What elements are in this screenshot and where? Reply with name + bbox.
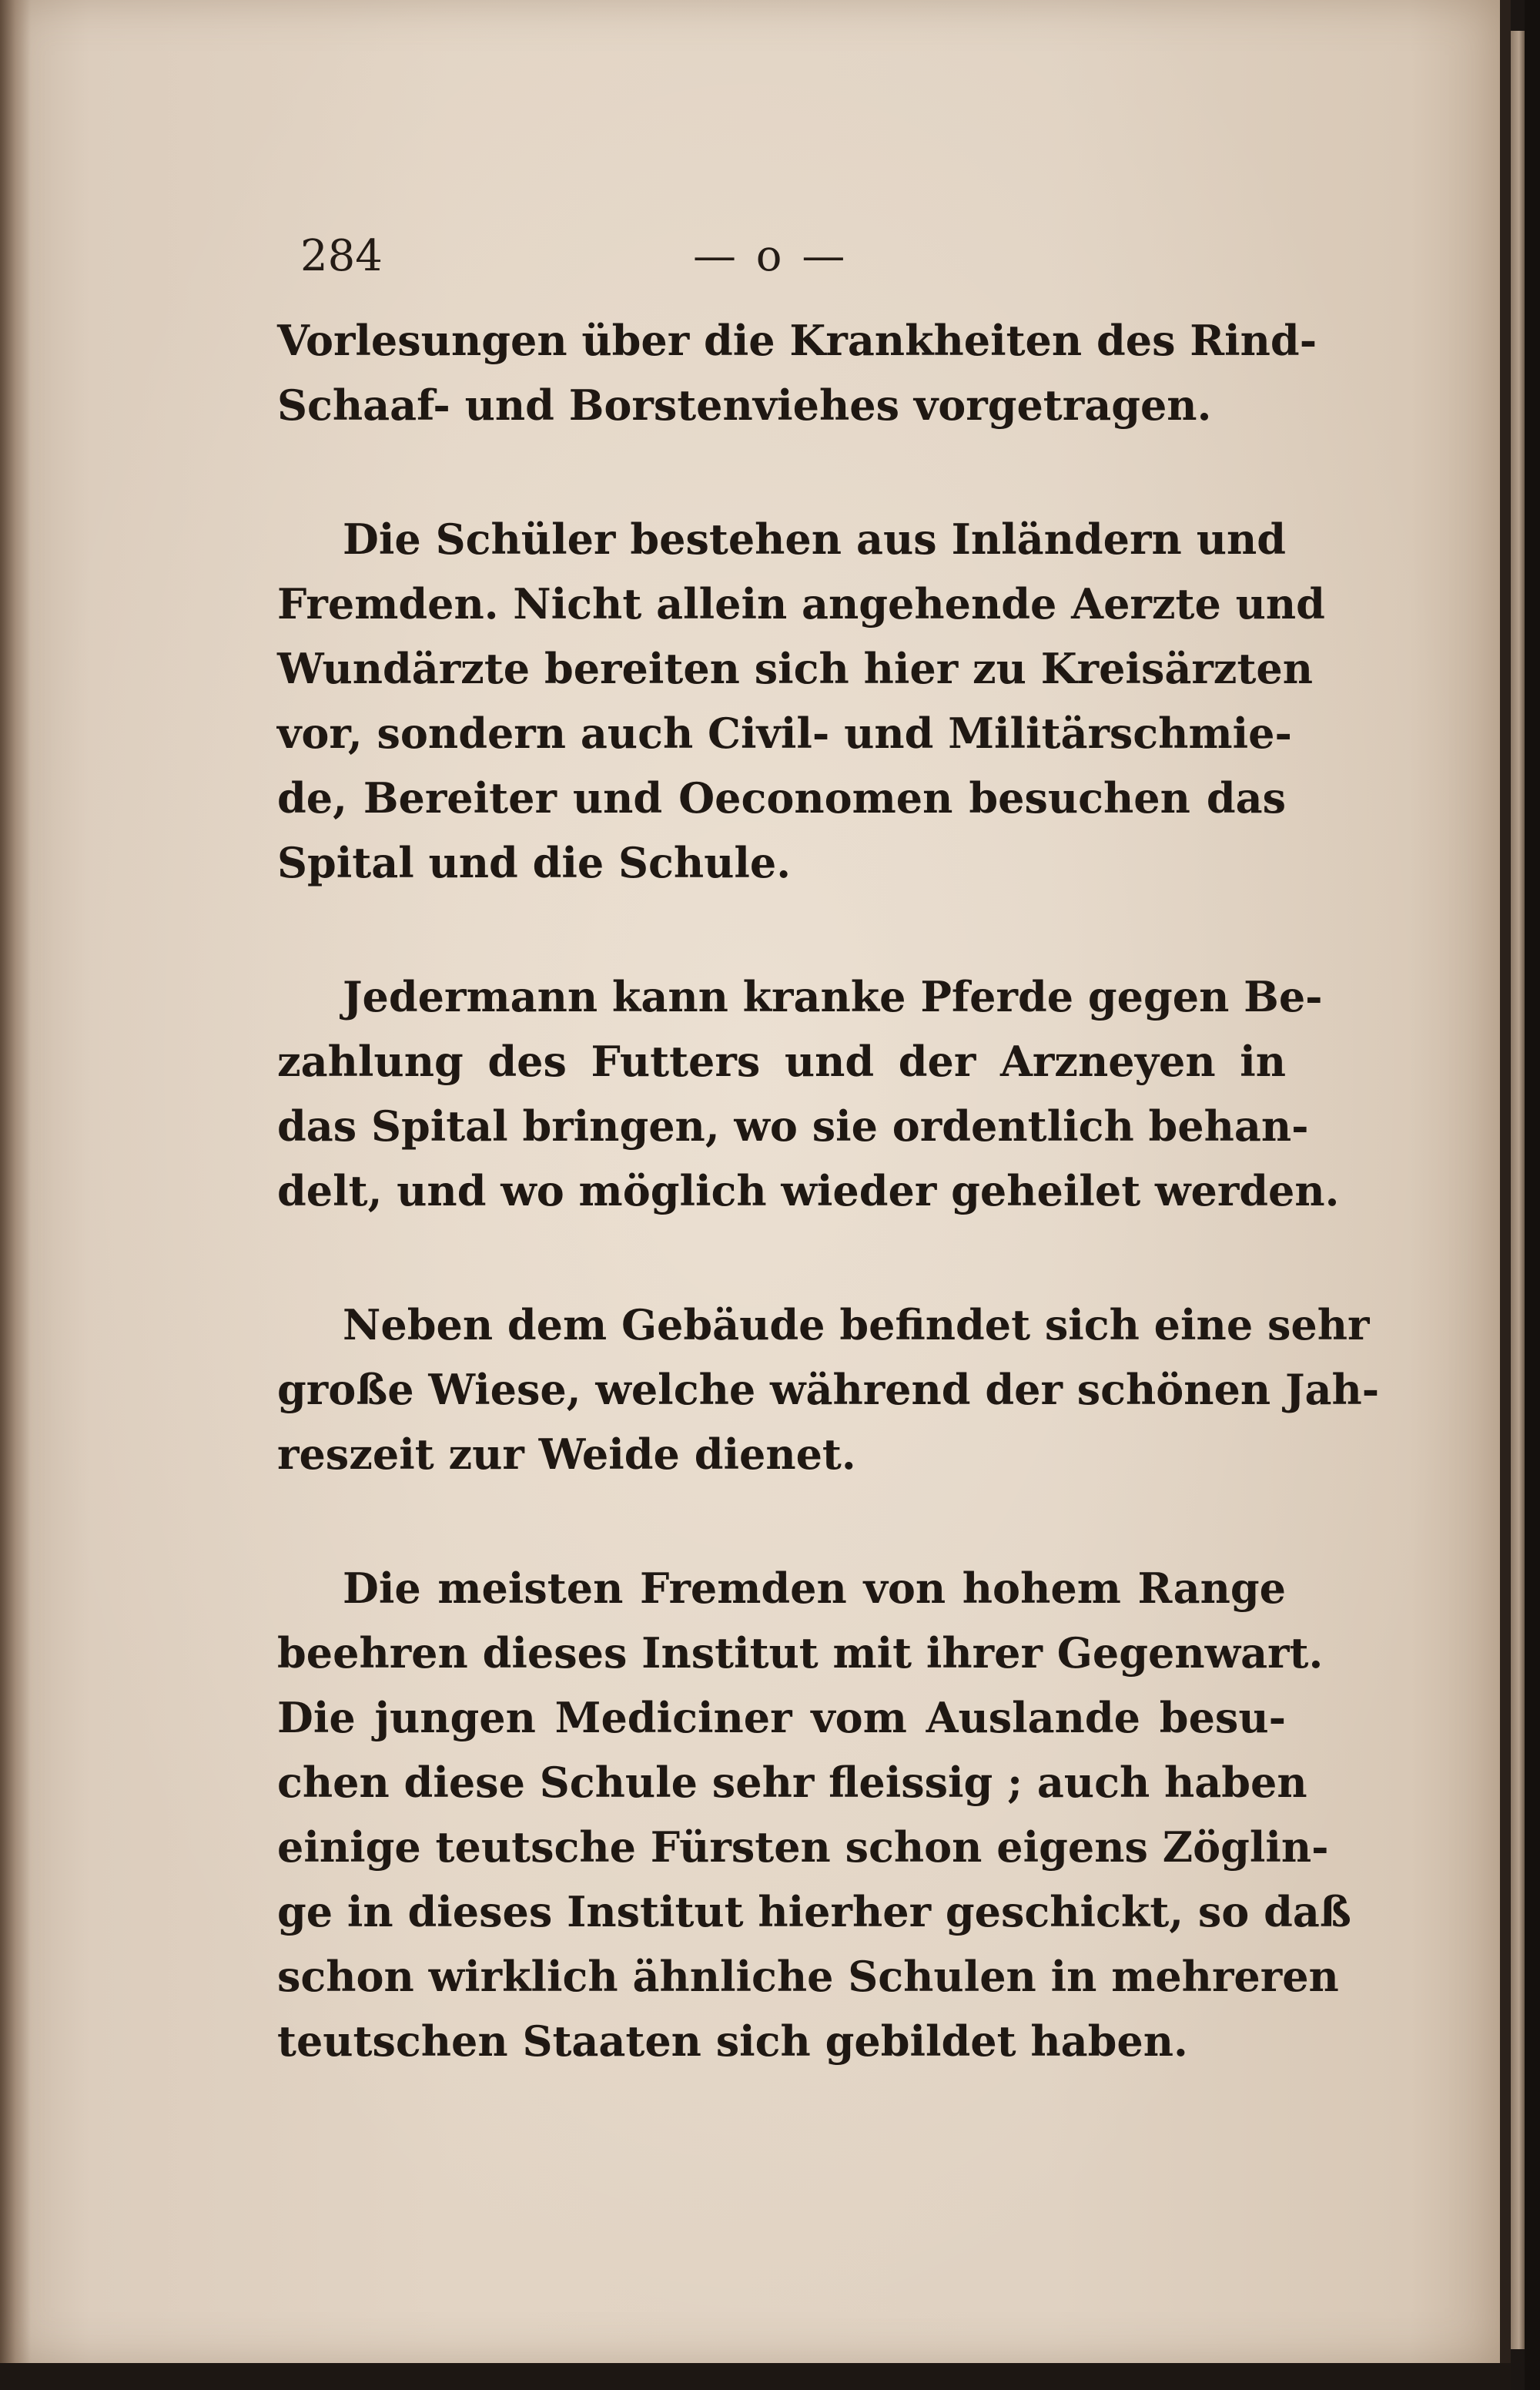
text-line: Jedermann kann kranke Pferde gegen Be- (343, 972, 1323, 1021)
page-edge-shadow (1500, 0, 1511, 2390)
scan-background (1525, 0, 1540, 2390)
text-line: große Wiese, welche während der schönen Jah- (277, 1365, 1380, 1414)
body-text (277, 308, 1380, 2073)
paragraph (277, 1292, 1380, 1487)
binding-shadow (0, 0, 31, 2363)
text-line: Vorlesungen über die Krankheiten des Rind- (277, 316, 1317, 365)
text-line: Neben dem Gebäude befindet sich eine sehr (343, 1300, 1370, 1349)
text-line: Schaaf- und Borstenviehes vorgetragen. (277, 380, 1212, 430)
text-line: chen diese Schule sehr fleissig ; auch haben (277, 1758, 1307, 1807)
text-line: Die jungen Mediciner vom Auslande besu- (277, 1693, 1286, 1742)
running-head: — o — (693, 231, 849, 281)
paragraph (277, 1556, 1351, 2073)
text-line: delt, und wo möglich wieder geheilet werden. (277, 1166, 1340, 1215)
paragraph (277, 308, 1317, 437)
text-line: Die Schüler bestehen aus Inländern und (343, 515, 1286, 564)
text-line: vor, sondern auch Civil- und Militärschmie- (277, 709, 1292, 758)
text-line: das Spital bringen, wo sie ordentlich behan- (277, 1101, 1309, 1151)
text-line: ge in dieses Institut hierher geschickt, so daß (277, 1887, 1351, 1936)
text-line: zahlung des Futters und der Arzneyen in (277, 1037, 1286, 1086)
page-edge-stack (1511, 31, 1525, 2349)
text-line: teutschen Staaten sich gebildet haben. (277, 2016, 1188, 2066)
text-line: de, Bereiter und Oeconomen besuchen das (277, 773, 1286, 823)
paragraph (277, 507, 1325, 895)
paragraph (277, 964, 1340, 1223)
text-line: Die meisten Fremden von hohem Range (343, 1564, 1286, 1613)
text-line: Fremden. Nicht allein angehende Aerzte und (277, 579, 1325, 629)
scan-background-bottom (0, 2363, 1511, 2390)
text-line: schon wirklich ähnliche Schulen in mehreren (277, 1952, 1339, 2001)
text-line: reszeit zur Weide dienet. (277, 1430, 856, 1479)
page-number: 284 (300, 231, 383, 281)
text-line: einige teutsche Fürsten schon eigens Zöglin- (277, 1822, 1329, 1872)
text-line: beehren dieses Institut mit ihrer Gegenwart. (277, 1628, 1324, 1678)
text-line: Spital und die Schule. (277, 838, 792, 887)
text-line: Wundärzte bereiten sich hier zu Kreisärzten (277, 644, 1314, 693)
